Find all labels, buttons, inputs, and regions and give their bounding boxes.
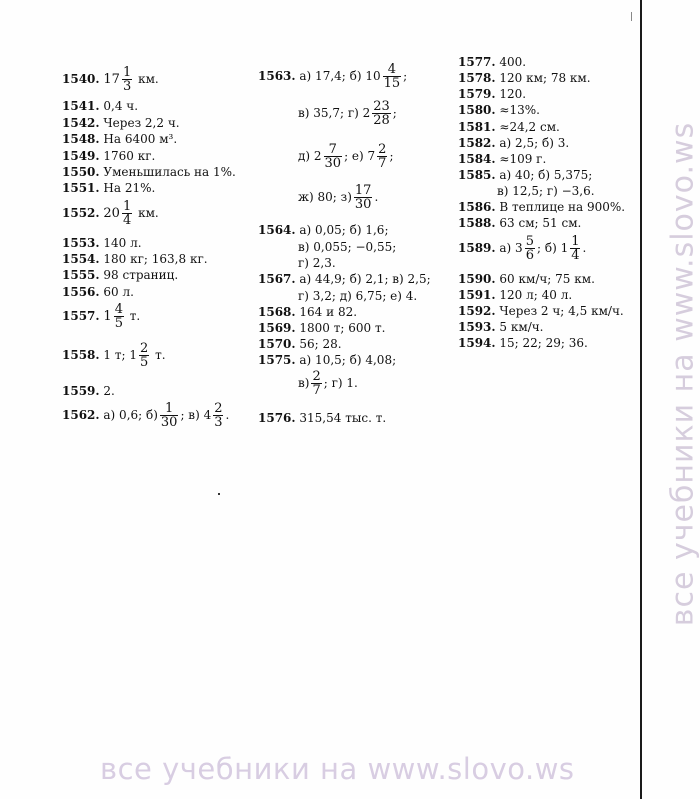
answer-1570: 1570. 56; 28. <box>258 337 342 351</box>
answer-1578: 1578. 120 км; 78 км. <box>458 71 591 85</box>
answer-1549: 1549. 1760 кг. <box>62 149 156 163</box>
answer-1580: 1580. ≈13%. <box>458 103 540 117</box>
answer-1563-line2: в) 35,7; г) 2 $\frac{23}{28}$ ; <box>298 99 397 128</box>
fraction: $\frac{17}{30}$ <box>354 183 372 212</box>
answer-1557: 1557. 1 $\frac{4}{5}$ т. <box>62 302 141 331</box>
answer-1582: 1582. а) 2,5; б) 3. <box>458 136 570 150</box>
answer-1585: 1585. а) 40; б) 5,375; <box>458 168 593 182</box>
fraction: $\frac{4}{5}$ <box>114 302 123 331</box>
print-speck <box>218 493 220 495</box>
fraction: $\frac{5}{6}$ <box>525 234 534 263</box>
answer-1592: 1592. Через 2 ч; 4,5 км/ч. <box>458 304 624 318</box>
answer-1586: 1586. В теплице на 900%. <box>458 200 626 214</box>
answer-1564-line2: в) 0,055; −0,55; <box>298 240 397 254</box>
answer-1558: 1558. 1 т; 1 $\frac{2}{5}$ т. <box>62 341 166 370</box>
watermark-bottom: все учебники на www.slovo.ws <box>100 752 575 786</box>
page-edge-line <box>640 0 642 799</box>
answer-1540 <box>62 66 159 93</box>
answer-1579: 1579. 120. <box>458 87 527 101</box>
answer-1575-line2: в) $\frac{2}{7}$ ; г) 1. <box>298 369 358 398</box>
page-tick-mark <box>631 12 632 21</box>
answer-1588: 1588. 63 см; 51 см. <box>458 216 582 230</box>
answer-1541: 1541. 0,4 ч. <box>62 99 139 113</box>
answer-1594: 1594. 15; 22; 29; 36. <box>458 336 588 350</box>
fraction: $\frac{23}{28}$ <box>373 99 390 128</box>
fraction: $\frac{1}{4}$ <box>122 199 132 228</box>
fraction: $\frac{2}{5}$ <box>140 341 149 370</box>
fraction: $\frac{1}{30}$ <box>160 401 178 430</box>
answer-1550: 1550. Уменьшилась на 1%. <box>62 165 236 179</box>
answer-1584: 1584. ≈109 г. <box>458 152 547 166</box>
answer-1542: 1542. Через 2,2 ч. <box>62 116 180 130</box>
answer-1577: 1577. 400. <box>458 55 527 69</box>
answer-1551: 1551. На 21%. <box>62 181 156 195</box>
answer-1552: 1552. 20 $\frac{1}{4}$ км. <box>62 199 159 228</box>
fraction: $\frac{7}{30}$ <box>324 142 342 171</box>
answer-unit: км. <box>138 72 159 86</box>
answer-1553: 1553. 140 л. <box>62 236 142 250</box>
answer-1591: 1591. 120 л; 40 л. <box>458 288 573 302</box>
fraction: $\frac{1}{3}$ <box>122 65 132 94</box>
answer-1548: 1548. На 6400 м³. <box>62 132 178 146</box>
fraction: $\frac{2}{7}$ <box>378 142 387 171</box>
answer-1564-line3: г) 2,3. <box>298 256 336 270</box>
answer-1559: 1559. 2. <box>62 384 115 398</box>
answer-1576: 1576. 315,54 тыс. т. <box>258 411 387 425</box>
answer-1589: 1589. а) 3 $\frac{5}{6}$ ; б) 1 $\frac{1}{4}$ . <box>458 234 587 263</box>
answer-1562: 1562. а) 0,6; б) $\frac{1}{30}$ ; в) 4 $\frac{2}{3}$ . <box>62 401 230 430</box>
answer-1567: 1567. а) 44,9; б) 2,1; в) 2,5; <box>258 272 431 286</box>
answer-1568: 1568. 164 и 82. <box>258 305 358 319</box>
answer-number: 1540. <box>62 72 100 86</box>
answer-1564: 1564. а) 0,05; б) 1,6; <box>258 223 389 237</box>
answer-1593: 1593. 5 км/ч. <box>458 320 544 334</box>
watermark-side: все учебники на www.slovo.ws <box>665 121 700 627</box>
fraction: $\frac{2}{3}$ <box>214 401 223 430</box>
answer-1581: 1581. ≈24,2 см. <box>458 120 560 134</box>
mixed-whole: 17 <box>103 72 120 87</box>
answer-1556: 1556. 60 л. <box>62 285 134 299</box>
answer-1563-line4: ж) 80; з) $\frac{17}{30}$ . <box>298 183 379 212</box>
answer-1585-line2: в) 12,5; г) −3,6. <box>497 184 595 198</box>
fraction: $\frac{2}{7}$ <box>312 369 321 398</box>
answer-1563: 1563. а) 17,4; б) 10 $\frac{4}{15}$ ; <box>258 62 408 91</box>
answer-1575: 1575. а) 10,5; б) 4,08; <box>258 353 397 367</box>
answer-1569: 1569. 1800 т; 600 т. <box>258 321 386 335</box>
answer-1555: 1555. 98 страниц. <box>62 268 179 282</box>
answer-1567-line2: г) 3,2; д) 6,75; е) 4. <box>298 289 418 303</box>
fraction: $\frac{1}{4}$ <box>571 234 580 263</box>
answer-1554: 1554. 180 кг; 163,8 кг. <box>62 252 208 266</box>
answer-1563-line3: д) 2 $\frac{7}{30}$ ; е) 7 $\frac{2}{7}$ ; <box>298 142 394 171</box>
fraction: $\frac{4}{15}$ <box>383 62 401 91</box>
answer-1590: 1590. 60 км/ч; 75 км. <box>458 272 595 286</box>
